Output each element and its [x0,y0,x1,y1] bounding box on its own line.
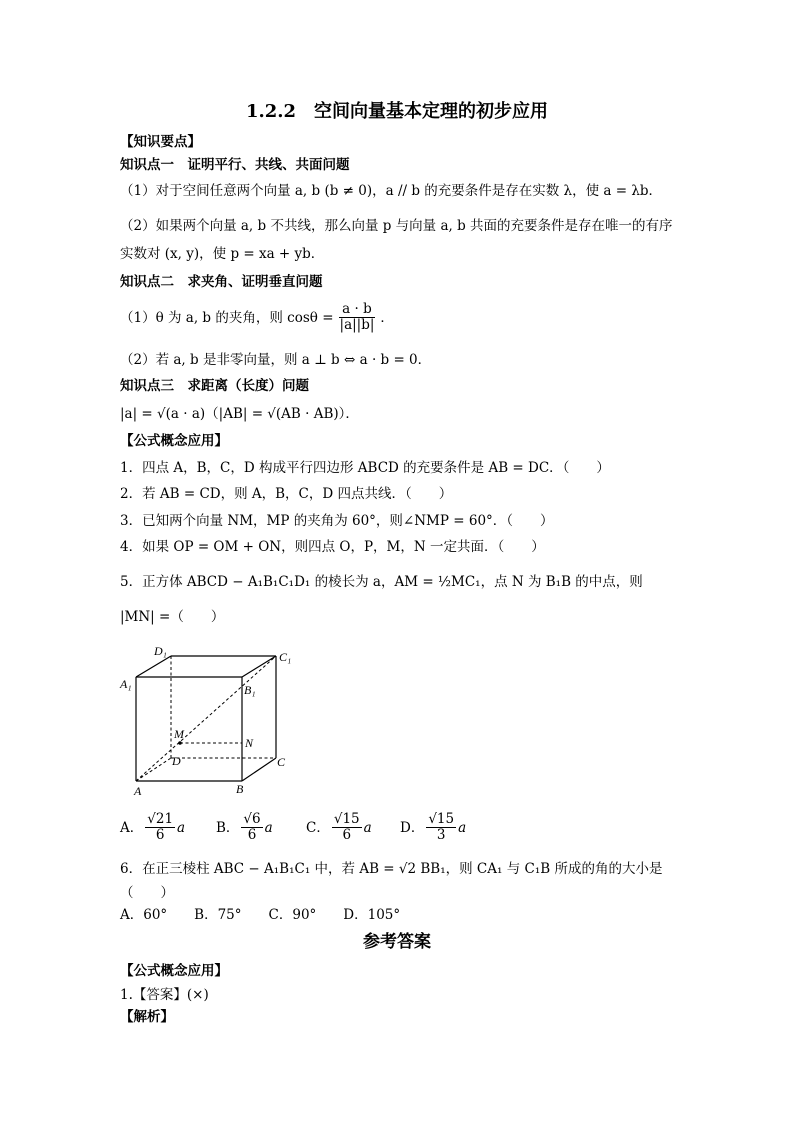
choice-numerator: √15 [333,811,360,827]
choice-denominator: 6 [155,827,165,843]
choice-denominator: 6 [342,827,352,843]
choice-numerator: √15 [428,811,455,827]
choice-fraction [332,812,362,843]
answer-1-analysis: 【解析】 [120,1009,174,1025]
choice-fraction [241,812,262,843]
edge-a-d-hidden [136,758,171,781]
choice-numerator: √21 [147,811,174,827]
label-n: N [245,736,254,750]
question-6-choices: A．60° B．75° C．90° D．105° [120,907,401,923]
question-2: 2．若 AB = CD，则 A，B，C，D 四点共线．（ ） [120,486,453,502]
knowledge-point-2-heading: 知识点二 求夹角、证明垂直问题 [120,274,323,290]
answers-section-heading: 【公式概念应用】 [120,963,228,979]
question-5-line-1: 5．正方体 ABCD − A₁B₁C₁D₁ 的棱长为 a，AM = ½MC₁，点 N 为 B₁B 的中点，则 [120,574,643,590]
section-knowledge-heading: 【知识要点】 [120,134,201,150]
q5-choice-b [216,812,273,843]
label-b1: B₁ [244,683,256,697]
knowledge-point-1-item-2-line-2: 实数对 (x, y)，使 p = xa + yb． [120,246,325,262]
label-a: A [134,784,142,798]
knowledge-point-1-item-1: （1）对于空间任意两个向量 a, b (b ≠ 0)，a // b 的充要条件是存在实数 λ，使 a = λb． [120,183,663,199]
choice-fraction [426,812,456,843]
choice-tail: a [177,819,186,836]
label-m: M [174,727,184,741]
q5-choice-c [306,812,372,843]
knowledge-point-1-heading: 知识点一 证明平行、共线、共面问题 [120,157,350,173]
label-c1: C₁ [279,650,292,664]
cube-diagram [114,643,304,798]
choice-tail: a [363,819,372,836]
diagonal-a-c1 [136,656,276,781]
edge-a1-d1 [136,656,171,677]
choice-label: B． [216,819,240,836]
question-5-line-2: |MN| =（ ） [120,609,225,625]
knowledge-point-2-item-1 [120,302,394,333]
edge-b1-c1 [242,656,276,677]
question-1: 1．四点 A，B，C，D 构成平行四边形 ABCD 的充要条件是 AB = DC．（ ） [120,460,610,476]
q5-choice-a [120,812,185,843]
choice-tail: a [458,819,467,836]
knowledge-point-2-item-2: （2）若 a, b 是非零向量，则 a ⊥ b ⇔ a · b = 0． [120,352,432,368]
choice-label: D． [400,819,425,836]
page-title: 1.2.2 空间向量基本定理的初步应用 [245,101,549,122]
answers-title: 参考答案 [363,932,431,952]
knowledge-point-3-heading: 知识点三 求距离（长度）问题 [120,378,309,394]
section-apply-heading: 【公式概念应用】 [120,433,228,449]
cos-formula-numerator: a · b [339,302,375,318]
cos-formula-prefix: （1）θ 为 a, b 的夹角，则 cosθ = [120,309,334,326]
knowledge-point-1-item-2-line-1: （2）如果两个向量 a, b 不共线，那么向量 p 与向量 a, b 共面的充要条件是存在唯一的有序 [120,218,673,234]
cos-formula-fraction [337,302,378,333]
question-6-line-1: 6．在正三棱柱 ABC − A₁B₁C₁ 中，若 AB = √2 BB₁，则 CA₁ 与 C₁B 所成的角的大小是 [120,861,663,877]
label-c: C [277,755,286,769]
cos-formula-denominator: |a||b| [339,317,375,333]
choice-numerator: √6 [243,811,261,827]
question-4: 4．如果 OP = OM + ON，则四点 O，P，M，N 一定共面．（ ） [120,539,545,555]
cos-formula-suffix: ． [380,309,394,326]
choice-label: C． [306,819,330,836]
label-d: D [172,754,181,768]
edge-b-c [242,758,276,781]
choice-tail: a [264,819,273,836]
choice-label: A． [120,819,144,836]
label-b: B [236,782,244,796]
question-3: 3．已知两个向量 NM，MP 的夹角为 60°，则∠NMP = 60°．（ ） [120,513,554,529]
choice-denominator: 3 [436,827,446,843]
q5-choice-d [400,812,466,843]
choice-denominator: 6 [247,827,257,843]
choice-fraction [145,812,175,843]
label-d1: D₁ [154,644,167,658]
point-m [178,741,182,745]
question-6-line-2: （ ） [120,885,174,901]
label-a1: A₁ [120,677,132,691]
answer-1: 1.【答案】(×) [120,987,209,1003]
knowledge-point-3-item-1: |a| = √(a · a)（|AB| = √(AB · AB)）． [120,406,359,422]
